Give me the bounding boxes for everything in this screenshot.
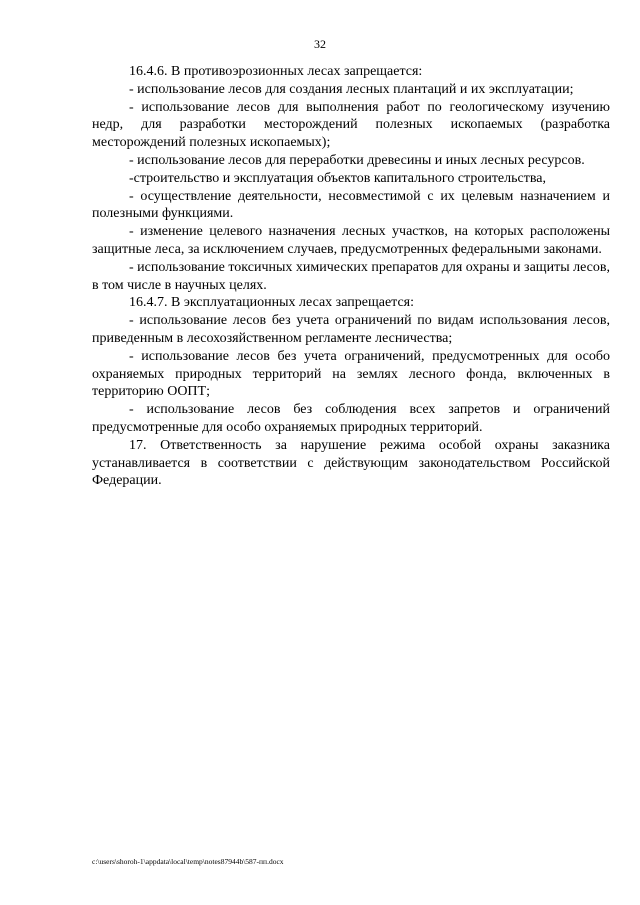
list-item: - использование лесов для переработки древесины и иных лесных ресурсов.	[129, 152, 585, 168]
list-item: - использование токсичных химических препаратов для охраны и защиты лесов, в том числе в научных целях.	[92, 259, 610, 293]
list-item: - осуществление деятельности, несовместимой с их целевым назначением и полезными функциями.	[92, 188, 610, 222]
section-heading-16-4-6: 16.4.6. В противоэрозионных лесах запрещается:	[129, 64, 423, 79]
list-item: - использование лесов для выполнения работ по геологическому изучению недр, для разработки месторождений полезных ископаемых (разработка месторождений полезных ископаемых);	[92, 99, 610, 151]
list-item: - использование лесов без соблюдения всех запретов и ограничений предусмотренные для особо охраняемых природных территорий.	[92, 402, 610, 435]
section-17-responsibility: 17. Ответственность за нарушение режима особой охраны заказника устанавливается в соответствии с действующим законодательством Российской Федерации.	[92, 437, 610, 489]
list-item: - использование лесов без учета ограничений, предусмотренных для особо охраняемых природных территорий на землях лесного фонда, включенных в территорию ООПТ;	[92, 348, 610, 400]
list-item: - изменение целевого назначения лесных участков, на которых расположены защитные леса, за исключением случаев, предусмотренных федеральными законами.	[92, 224, 610, 257]
list-item: - использование лесов для создания лесных плантаций и их эксплуатации;	[129, 81, 574, 97]
page-number: 32	[314, 37, 326, 51]
list-item: - использование лесов без учета ограничений по видам использования лесов, приведенным в лесохозяйственном регламенте лесничества;	[92, 313, 610, 346]
document-body	[92, 63, 610, 490]
list-item: -строительство и эксплуатация объектов капитального строительства,	[129, 170, 546, 186]
section-heading-16-4-7: 16.4.7. В эксплуатационных лесах запрещается:	[129, 295, 414, 311]
footer-file-path: c:\users\shoroh-1\appdata\local\temp\notes87944b\587-пп.docx	[92, 857, 284, 866]
